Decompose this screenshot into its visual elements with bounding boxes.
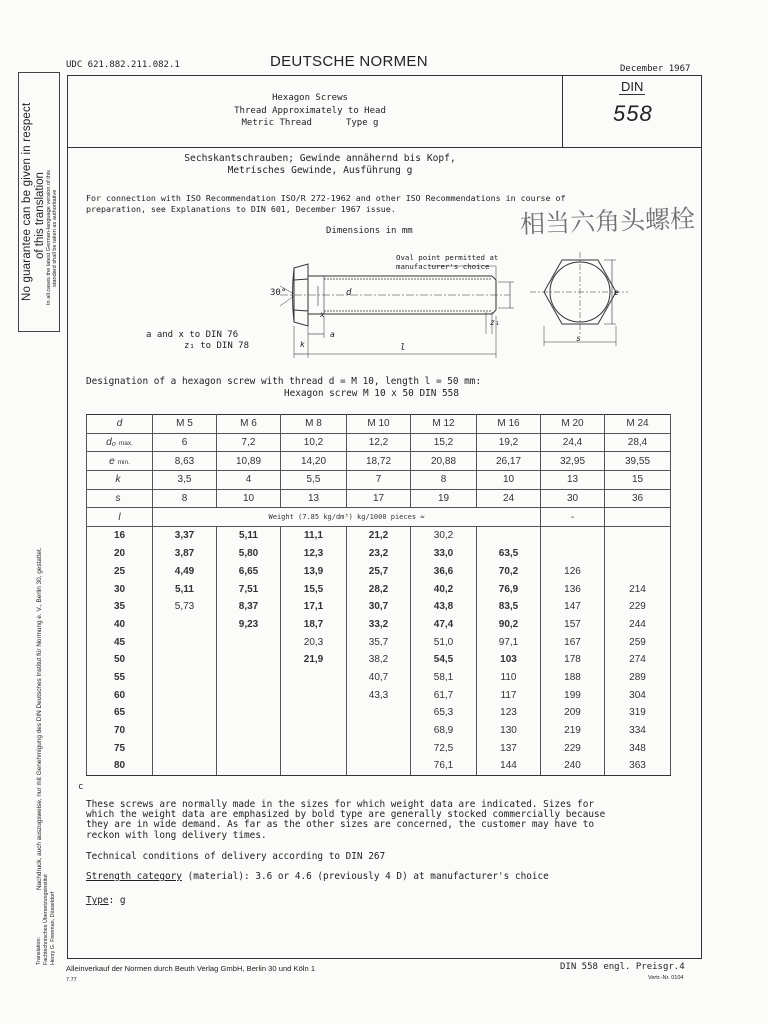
strength-category-line: [86, 872, 549, 882]
weight-value: 319: [605, 704, 671, 722]
weight-value: 25,7: [347, 563, 411, 581]
iso-line-1: For connection with ISO Recommendation ISO/R 272-1962 and other ISO Recommendations in course of: [86, 193, 566, 203]
dimension-value: 6: [153, 433, 217, 452]
weight-value: 229: [541, 739, 605, 757]
weight-value: 36,6: [411, 563, 477, 581]
designation-block: [86, 376, 481, 399]
weight-value: 17,1: [281, 598, 347, 616]
dimension-value: 10: [477, 471, 541, 490]
dim-label-s: s: [576, 334, 581, 343]
weight-value: 43,3: [347, 686, 411, 704]
weight-value: [477, 527, 541, 545]
weight-value: 8,37: [217, 598, 281, 616]
weight-row: [87, 545, 671, 563]
weight-value: 68,9: [411, 722, 477, 740]
weight-value: [347, 722, 411, 740]
guarantee-line-1: No guarantee can be given in respect: [21, 102, 33, 301]
weight-value: [217, 704, 281, 722]
weight-value: [541, 527, 605, 545]
weight-value: 144: [477, 757, 541, 775]
weight-value: 65,3: [411, 704, 477, 722]
header-divider: [67, 147, 701, 148]
weight-value: 126: [541, 563, 605, 581]
weight-value: 7,51: [217, 580, 281, 598]
weight-value: [605, 545, 671, 563]
weight-value: 30,7: [347, 598, 411, 616]
dimension-value: 14,20: [281, 452, 347, 471]
weight-row: [87, 598, 671, 616]
weight-value: 178: [541, 651, 605, 669]
title-line-4: Type g: [345, 118, 379, 129]
weight-value: 11,1: [281, 527, 347, 545]
weight-value: 229: [605, 598, 671, 616]
weight-value: [153, 739, 217, 757]
weight-value: 5,11: [153, 580, 217, 598]
size-header: M 24: [605, 415, 671, 434]
dimension-value: 32,95: [541, 452, 605, 471]
dimension-qualifier: min.: [117, 458, 130, 466]
dimension-value: 13: [281, 489, 347, 508]
oval-note-line-1: Oval point permitted at: [396, 253, 499, 262]
dimension-value: 24,4: [541, 433, 605, 452]
weight-row: [87, 651, 671, 669]
weight-value: 199: [541, 686, 605, 704]
dimension-value: 10: [217, 489, 281, 508]
weight-value: 51,0: [411, 633, 477, 651]
weight-value: [153, 651, 217, 669]
weight-value: [605, 527, 671, 545]
dimension-symbol: s: [115, 493, 121, 505]
dimension-value: 13: [541, 471, 605, 490]
dimension-symbol: d₀: [106, 437, 116, 449]
length-value: 70: [87, 722, 153, 740]
reference-line-2: z₁ to DIN 78: [184, 340, 250, 351]
weight-value: 23,2: [347, 545, 411, 563]
dimension-value: 19,2: [477, 433, 541, 452]
weight-caption-empty: [605, 508, 671, 527]
weight-value: 90,2: [477, 616, 541, 634]
dimension-label: [87, 452, 153, 471]
weight-value: 72,5: [411, 739, 477, 757]
dimension-symbol: k: [115, 474, 121, 486]
weight-value: 4,49: [153, 563, 217, 581]
dimension-value: 24: [477, 489, 541, 508]
oval-point-note: [396, 253, 498, 271]
weight-value: 43,8: [411, 598, 477, 616]
weight-value: 83,5: [477, 598, 541, 616]
translator-line-1: Translation:: [36, 937, 42, 965]
dimension-symbol: e: [109, 455, 115, 467]
dimension-value: 39,55: [605, 452, 671, 471]
weight-value: 244: [605, 616, 671, 634]
dimension-value: 15: [605, 471, 671, 490]
dimension-row: [87, 433, 671, 452]
weight-value: [281, 739, 347, 757]
weight-value: [281, 669, 347, 687]
size-header: M 10: [347, 415, 411, 434]
designation-line-2: Hexagon screw M 10 x 50 DIN 558: [284, 387, 459, 399]
weight-value: 18,7: [281, 616, 347, 634]
weight-value: 21,9: [281, 651, 347, 669]
size-header: M 8: [281, 415, 347, 434]
authoritative-note-line-2: standard shall be taken as authoritative: [52, 189, 58, 287]
length-value: 40: [87, 616, 153, 634]
translator-credit: [36, 874, 66, 965]
weight-value: 240: [541, 757, 605, 775]
length-value: 65: [87, 704, 153, 722]
weight-value: 3,87: [153, 545, 217, 563]
header-d-label: d: [87, 415, 153, 434]
iso-line-2: preparation, see Explanations to DIN 601, December 1967 issue.: [86, 203, 396, 214]
weight-value: 289: [605, 669, 671, 687]
dimension-value: 19: [411, 489, 477, 508]
weight-row: [87, 669, 671, 687]
type-line: [86, 896, 126, 906]
weight-dash: -: [541, 508, 605, 527]
translation-disclaimer-box: [18, 72, 60, 332]
weight-value: [153, 633, 217, 651]
guarantee-line-2: of this translation: [34, 172, 46, 259]
weight-value: [605, 563, 671, 581]
handwritten-chinese-note: 相当六角头螺栓: [519, 203, 696, 240]
issue-date: December 1967: [620, 64, 691, 74]
weight-value: 28,2: [347, 580, 411, 598]
translator-line-2: Fachtechnisches Übersetzungsinstitut: [43, 874, 49, 965]
weight-value: [281, 704, 347, 722]
weight-value: 304: [605, 686, 671, 704]
weight-value: 137: [477, 739, 541, 757]
iso-note: [86, 193, 566, 214]
length-value: 25: [87, 563, 153, 581]
dim-label-a: a: [330, 330, 335, 339]
length-value: 30: [87, 580, 153, 598]
dimensions-weight-table: [86, 414, 671, 776]
weight-value: 117: [477, 686, 541, 704]
weight-row: [87, 722, 671, 740]
weight-value: 6,65: [217, 563, 281, 581]
weight-value: [347, 704, 411, 722]
weight-value: 21,2: [347, 527, 411, 545]
weight-row: [87, 704, 671, 722]
weight-value: 12,3: [281, 545, 347, 563]
weight-value: 5,11: [217, 527, 281, 545]
technical-conditions: Technical conditions of delivery according to DIN 267: [86, 851, 386, 862]
size-header-row: [87, 415, 671, 434]
weight-value: 15,5: [281, 580, 347, 598]
weight-value: [153, 616, 217, 634]
length-value: 80: [87, 757, 153, 775]
weight-value: 35,7: [347, 633, 411, 651]
length-label: l: [87, 508, 153, 527]
weight-value: [217, 651, 281, 669]
weight-value: [153, 757, 217, 775]
title-line-3: Metric Thread: [241, 118, 312, 129]
weight-value: 9,23: [217, 616, 281, 634]
length-value: 35: [87, 598, 153, 616]
dim-label-e: e: [614, 288, 619, 297]
weight-value: [217, 633, 281, 651]
weight-value: 274: [605, 651, 671, 669]
size-header: M 20: [541, 415, 605, 434]
weight-row: [87, 686, 671, 704]
weight-value: [153, 669, 217, 687]
designation-line-1: Designation of a hexagon screw with thread d = M 10, length l = 50 mm:: [86, 376, 482, 387]
weight-value: 188: [541, 669, 605, 687]
footer-print-code: 7.77: [66, 977, 77, 983]
page-title: DEUTSCHE NORMEN: [270, 53, 428, 70]
weight-value: 348: [605, 739, 671, 757]
weight-caption-row: [87, 508, 671, 527]
dimension-value: 5,5: [281, 471, 347, 490]
size-header: M 16: [477, 415, 541, 434]
reference-line-1: a and x to DIN 76: [146, 330, 239, 340]
title-line-1: Hexagon Screws: [272, 93, 348, 103]
weight-value: [541, 545, 605, 563]
body-line-1: These screws are normally made in the sizes for which weight data are indicated. Sizes for: [86, 799, 594, 810]
footer-din-reference: DIN 558 engl. Preisgr.4: [560, 962, 685, 972]
weight-row: [87, 527, 671, 545]
weight-row: [87, 563, 671, 581]
body-line-4: reckon with long delivery times.: [86, 829, 267, 841]
reference-standards: [146, 330, 249, 351]
oval-note-line-2: manufacturer's choice: [396, 262, 490, 271]
dimension-value: 4: [217, 471, 281, 490]
weight-value: 33,0: [411, 545, 477, 563]
weight-value: [281, 757, 347, 775]
weight-value: [217, 669, 281, 687]
length-value: 55: [87, 669, 153, 687]
weight-row: [87, 580, 671, 598]
body-line-3: they are in wide demand. As far as the other sizes are concerned, the customer may have to: [86, 819, 594, 831]
weight-value: [347, 757, 411, 775]
weight-value: [217, 739, 281, 757]
weight-value: 40,2: [411, 580, 477, 598]
dimensions-caption: Dimensions in mm: [326, 226, 413, 236]
weight-row: [87, 633, 671, 651]
dimension-value: 36: [605, 489, 671, 508]
weight-row: [87, 616, 671, 634]
din-label: DIN: [621, 79, 644, 94]
weight-value: 130: [477, 722, 541, 740]
dimension-value: 3,5: [153, 471, 217, 490]
weight-value: 147: [541, 598, 605, 616]
dimension-value: 28,4: [605, 433, 671, 452]
weight-value: 103: [477, 651, 541, 669]
angle-label: 30°: [270, 288, 287, 298]
size-header: M 6: [217, 415, 281, 434]
weight-value: 63,5: [477, 545, 541, 563]
dimension-value: 15,2: [411, 433, 477, 452]
weight-value: 76,1: [411, 757, 477, 775]
dimension-label: [87, 489, 153, 508]
dimension-label: [87, 471, 153, 490]
weight-value: 214: [605, 580, 671, 598]
german-line-2: Metrisches Gewinde, Ausführung g: [227, 164, 413, 176]
dimension-value: 10,2: [281, 433, 347, 452]
footer-publisher: Alleinverkauf der Normen durch Beuth Verlag GmbH, Berlin 30 und Köln 1: [66, 964, 316, 973]
dimension-value: 8,63: [153, 452, 217, 471]
weight-value: 334: [605, 722, 671, 740]
weight-value: [281, 686, 347, 704]
weight-value: 5,73: [153, 598, 217, 616]
length-value: 45: [87, 633, 153, 651]
dimension-value: 18,72: [347, 452, 411, 471]
weight-value: 157: [541, 616, 605, 634]
dim-label-x: x: [320, 310, 325, 319]
dimension-row: [87, 471, 671, 490]
weight-value: [153, 704, 217, 722]
weight-value: 54,5: [411, 651, 477, 669]
dimension-value: 8: [411, 471, 477, 490]
dimension-value: 7,2: [217, 433, 281, 452]
footer-sales-number: Vertr.-Nr. 0104: [648, 975, 684, 981]
dimension-qualifier: max.: [118, 440, 133, 448]
dim-label-k: k: [300, 340, 305, 349]
weight-value: [217, 757, 281, 775]
body-line-2: which the weight data are emphasized by bold type are generally stocked commercially because: [86, 809, 606, 821]
weight-value: 259: [605, 633, 671, 651]
dimension-label: [87, 433, 153, 452]
weight-value: 97,1: [477, 633, 541, 651]
type-label: Type: [86, 895, 109, 906]
german-title: [120, 153, 520, 176]
size-header: M 5: [153, 415, 217, 434]
weight-caption: Weight (7.85 kg/dm³) kg/1000 pieces ≈: [153, 508, 541, 527]
dimension-value: 26,17: [477, 452, 541, 471]
weight-value: 219: [541, 722, 605, 740]
weight-value: 136: [541, 580, 605, 598]
weight-value: 167: [541, 633, 605, 651]
weight-value: 363: [605, 757, 671, 775]
weight-value: 110: [477, 669, 541, 687]
length-value: 75: [87, 739, 153, 757]
availability-paragraph: [86, 800, 605, 841]
weight-value: 33,2: [347, 616, 411, 634]
dimension-value: 7: [347, 471, 411, 490]
standard-title-block: [160, 92, 460, 130]
dimension-value: 17: [347, 489, 411, 508]
weight-value: 61,7: [411, 686, 477, 704]
weight-value: [153, 686, 217, 704]
title-line-2: Thread Approximately to Head: [234, 105, 386, 116]
weight-value: 13,9: [281, 563, 347, 581]
strength-label: Strength category: [86, 871, 182, 882]
dim-label-l: l: [400, 343, 406, 353]
dimension-value: 30: [541, 489, 605, 508]
reprint-notice: Nachdruck, auch auszugsweise, nur mit Genehmigung des DIN Deutsches Institut für Normung e. V., Berlin 30, gestattet.: [36, 547, 43, 890]
strength-text: (material): 3.6 or 4.6 (previously 4 D) at manufacturer's choice: [181, 871, 549, 882]
weight-value: [347, 739, 411, 757]
dimension-row: [87, 452, 671, 471]
weight-row: [87, 757, 671, 775]
dimension-value: 10,89: [217, 452, 281, 471]
weight-value: 123: [477, 704, 541, 722]
dimension-value: 12,2: [347, 433, 411, 452]
weight-value: 20,3: [281, 633, 347, 651]
length-value: 16: [87, 527, 153, 545]
header-vertical-divider: [562, 75, 563, 147]
weight-value: 5,80: [217, 545, 281, 563]
size-header: M 12: [411, 415, 477, 434]
weight-value: 3,37: [153, 527, 217, 545]
weight-value: [217, 722, 281, 740]
type-value: : g: [108, 895, 126, 906]
diameter-label-d: d: [346, 288, 352, 298]
dimension-value: 20,88: [411, 452, 477, 471]
weight-value: 70,2: [477, 563, 541, 581]
din-number: 558: [613, 101, 653, 126]
weight-row: [87, 739, 671, 757]
translator-line-3: Henry G. Freeman, Düsseldorf: [50, 891, 56, 965]
german-line-1: Sechskantschrauben; Gewinde annähernd bis Kopf,: [184, 153, 456, 164]
weight-value: [153, 722, 217, 740]
weight-value: 58,1: [411, 669, 477, 687]
weight-value: 76,9: [477, 580, 541, 598]
margin-mark: c: [78, 782, 84, 792]
weight-value: 30,2: [411, 527, 477, 545]
udc-number: UDC 621.882.211.082.1: [66, 60, 180, 70]
weight-value: [217, 686, 281, 704]
weight-value: 40,7: [347, 669, 411, 687]
dimension-row: [87, 489, 671, 508]
length-value: 60: [87, 686, 153, 704]
length-value: 20: [87, 545, 153, 563]
weight-value: [281, 722, 347, 740]
length-value: 50: [87, 651, 153, 669]
dimension-value: 8: [153, 489, 217, 508]
weight-value: 38,2: [347, 651, 411, 669]
weight-value: 209: [541, 704, 605, 722]
dim-label-z1: z₁: [490, 318, 500, 327]
weight-value: 47,4: [411, 616, 477, 634]
authoritative-note-line-1: In all cases the latest German-language version of this: [46, 170, 52, 305]
